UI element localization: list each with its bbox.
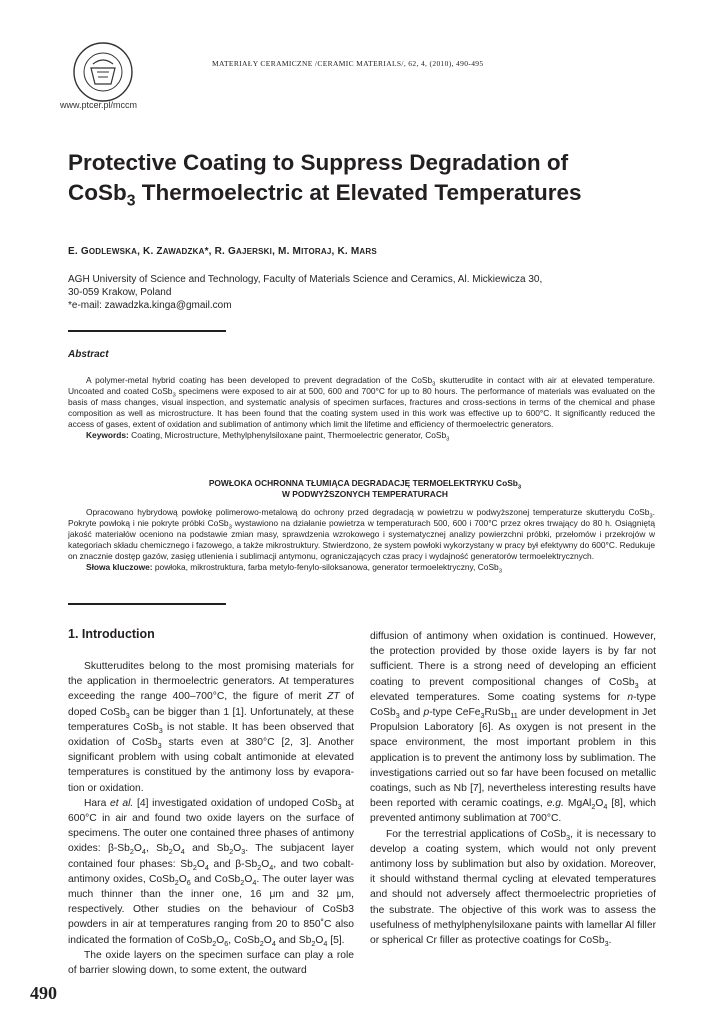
polish-title: POWŁOKA OCHRONNA TŁUMIĄCA DEGRADACJĘ TERMOELEKTRYKU CoSb$_3$ W PODWYŻSZONYCH TEMPERATURACH — [208, 478, 522, 499]
author-name: E. GODLEWSKA — [68, 246, 138, 257]
intro-left-column — [68, 659, 354, 978]
section-heading: 1. Introduction — [68, 627, 155, 641]
divider — [68, 330, 226, 332]
abstract-heading: Abstract — [68, 349, 109, 360]
author-name: K. ZAWADZKA — [143, 246, 205, 257]
polish-abstract-body: Opracowano hybrydową powłokę polimerowo-metalową do ochrony przed degradacją w powietrzu w podwyższonej temperaturze skutterydu CoSb$_3$. Pokryte powłoką i nie pokryte próbki CoSb$_3$ wystawiono na działanie powietrza w temperaturach 500, 600 i 700°C przez okres trwający do 80 h. Osiągniętą jakość materiałów oceniono na podstawie zmian masy, sprawdzenia wzrokowego i systematycznej analizy powierzchni próbki, przełomów i przekrojów w kategoriach składu chemicznego i fazowego, a także mikrostruktury. Stwierdzono, że system powłoki wykorzystany w pracy był efektywny do 600°C. Redukuje on znacznie dostęp gazów, zasięg utlenienia i sublimacji antymonu, ograniczających czas pracy i wydajność generatorów termoelektrycznych. Słowa kluczowe: powłoka, mikrostruktura, farba metylo-fenylo-siloksanowa, generator termoelektryczny, CoSb$_3$ — [68, 507, 655, 575]
abstract-body: A polymer-metal hybrid coating has been developed to prevent degradation of the CoSb$_3$ skutterudite in contact with air at elevated temperature. Uncoated and coated CoSb$_3$ specimens were exposed to air at 500, 600 and 700°C for up to 80 hours. The performance of materials was evaluated on the basis of mass changes, visual inspection, and systematic analysis of specimen surfaces, fractures and cross-sections in terms of the chemical and phase composition as well as microstructure. It has been found that the coating system used in this work was effective up to 600°C. It significantly reduced the access of gases, extent of oxidation and sublimation of antimony which limit the lifetime and efficiency of thermoelectric generators. Keywords: Coating, Microstructure, Methylphenylsiloxane paint, Thermoelectric generator, CoSb$_3$ — [68, 375, 656, 443]
affiliation: AGH University of Science and Technology, Faculty of Materials Science and Ceramics, Al. Mickiewicza 30, 30-059 Krakow, Poland *e-mail: zawadzka.kinga@gmail.com — [68, 273, 648, 312]
page-number: 490 — [30, 983, 57, 1003]
author-name: R. GAJERSKI — [214, 246, 273, 257]
author-name: M. MITORAJ — [278, 246, 332, 257]
divider — [68, 603, 226, 605]
paper-title: Protective Coating to Suppress Degradation of CoSb$_3$ Thermoelectric at Elevated Temperatures — [68, 150, 582, 210]
journal-website: www.ptcer.pl/mccm — [60, 100, 138, 110]
paragraph: The oxide layers on the specimen surface can play a role of barrier slowing down, to some extent, the outward — [68, 949, 354, 977]
paragraph: Skutterudites belong to the most promising materials for the application in thermoelectric generators. At temperatures exceeding the range 400–700°C, the figure of merit ZT of doped CoSb$_3$ can be bigger than 1 [1]. Unfortunately, at these temperatures CoSb$_3$ is not stable. It has been observed that oxidation of CoSb$_3$ starts even at 380°C [2, 3]. Another significant problem with using cobalt antimonide at elevated temperatures is constitued by the antimony loss by evaporation or oxidation. — [68, 661, 354, 794]
authors: E. GODLEWSKA, K. ZAWADZKA*, R. GAJERSKI, M. MITORAJ, K. MARS — [68, 246, 377, 257]
society-logo — [63, 40, 143, 104]
journal-citation: MATERIAŁY CERAMICZNE /CERAMIC MATERIALS/, 62, 4, (2010), 490-495 — [212, 59, 484, 68]
author-name: K. MARS — [337, 246, 377, 257]
paragraph: Hara et al. [4] investigated oxidation of undoped CoSb$_3$ at 600°C in air and found two oxide layers on the surface of specimens. The outer one contained three phases of antimony oxides: $\beta-Sb_2O_4$, $Sb_2O_4$ and $Sb_2O_3$. The subjacent layer contained four phases: $Sb_2O_4$ and $\beta-Sb_2O_4$, and two cobalt-antimony oxides, $CoSb_2O_6$ and $CoSb_2O_4$. The outer layer was much thinner than the inner one, 16 μm and 32 μm, respectively. Other studies on the behaviour of CoSb3 powders in air at temperatures ranging from 20 to 850˚C also indicated the formation of $CoSb_2O_6$, $CoSb_2O_4$ and $Sb_2O_4$ [5]. — [68, 797, 355, 948]
intro-right-column: diffusion of antimony when oxidation is continued. However, the protection provided by those oxide layers is by far not sufficient. There is a strong need of developing an efficient coating to prevent compositional changes of CoSb$_3$ at elevated temperatures. Some coating systems for n-type CoSb$_3$ and p-type CeFe$_3$RuSb$_{11}$ are under development in Jet Propulsion Laboratory [6]. As oxygen is not present in the space environment, the most important problem in this application is to prevent the antimony loss by sublimation. The investigations carried out so far have been focused on metallic coatings, such as Nb [7], nevertheless interesting results have been reported with ceramic coatings, e.g. $MgAl_2O_4$ [8], which prevented antimony sublimation at 700°C. For the terrestrial applications of CoSb$_3$, it is necessary to develop a coating system, which would not only prevent antimony loss by sublimation but also by oxidation. Moreover, it should withstand thermal cycling at elevated temperatures and should not adversely affect thermoelectric proprieties of the substrate. The objective of this work was to assess the usefulness of methylphenylsiloxane paints with lamellar Al filler or spherical Cr filler as protective coatings for CoSb$_3$. — [370, 631, 656, 949]
corresponding-email: *e-mail: zawadzka.kinga@gmail.com — [68, 300, 232, 311]
